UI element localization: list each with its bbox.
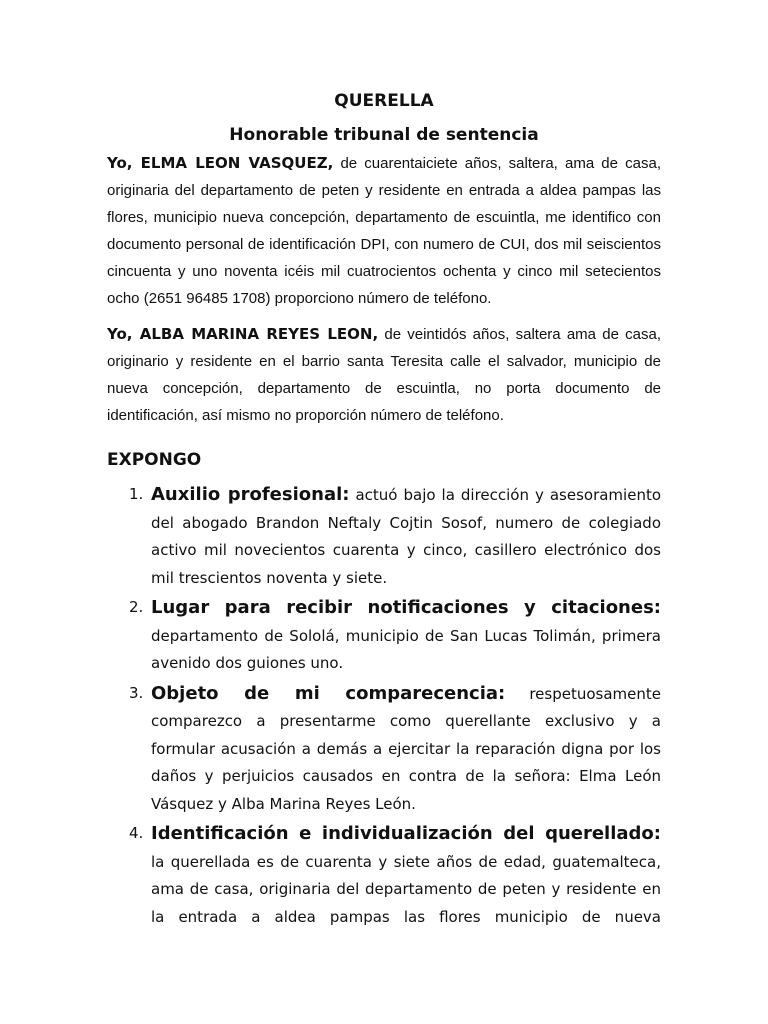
list-item-label: Objeto de mi comparecencia: xyxy=(151,682,506,704)
list-number: 1. xyxy=(129,485,144,503)
list-item-body xyxy=(151,820,661,931)
document-title: QUERELLA xyxy=(334,91,434,111)
paragraph-text: de cuarentaiciete años, saltera, ama de casa, originaria del departamento de peten y residente en entrada a aldea pampas las flores, municipio nueva concepción, departamento de escuintla, me identifico con documento personal de identificación DPI, con numero de CUI, dos mil seiscientos cincuenta y uno noventa icéis mil cuatrocientos ochenta y cinco mil setecientos ocho (2651 96485 1708) proporciono número de teléfono. xyxy=(107,155,661,307)
list-item-text: respetuosamente comparezco a presentarme como querellante exclusivo y a formular acusación a demás a ejercitar la reparación digna por los daños y perjuicios causados en contra de la señora: Elma León Vásquez y Alba Marina Reyes León. xyxy=(151,684,662,813)
document-subtitle: Honorable tribunal de sentencia xyxy=(229,125,539,145)
section-heading: EXPONGO xyxy=(107,450,202,470)
list-number: 4. xyxy=(129,824,144,842)
paragraph-plaintiff-2 xyxy=(107,321,661,429)
list-item-label: Identificación e individualización del querellado: xyxy=(151,823,661,844)
list-item-body xyxy=(151,481,661,592)
list-item xyxy=(107,594,661,678)
list-number: 3. xyxy=(129,683,144,702)
list-item-text: la querellada es de cuarenta y siete años de edad, guatemalteca, ama de casa, originaria del departamento de peten y residente en la entrada a aldea pampas las flores municipio de nueva xyxy=(151,852,661,926)
list-item-label: Lugar para recibir notificaciones y citaciones: xyxy=(151,597,661,618)
list-item xyxy=(107,680,661,819)
list-item xyxy=(107,481,661,592)
list-item-label: Auxilio profesional: xyxy=(151,484,350,505)
numbered-list xyxy=(107,481,661,931)
paragraph-plaintiff-1 xyxy=(107,150,661,312)
paragraph-lead: Yo, ALBA MARINA REYES LEON, xyxy=(107,325,379,343)
document-page xyxy=(107,88,661,933)
paragraph-lead: Yo, ELMA LEON VASQUEZ, xyxy=(107,154,334,172)
list-item-body xyxy=(151,680,661,819)
list-item-text: actuó bajo la dirección y asesoramiento del abogado Brandon Neftaly Cojtin Sosof, numero de colegiado activo mil novecientos cuarenta y cinco, casillero electrónico dos mil trescientos noventa y siete. xyxy=(151,486,662,587)
list-number: 2. xyxy=(129,598,144,616)
list-item-text: departamento de Sololá, municipio de San Lucas Tolimán, primera avenido dos guiones uno. xyxy=(151,626,661,672)
paragraph-text: de veintidós años, saltera ama de casa, originario y residente en el barrio santa Teresita calle el salvador, municipio de nueva concepción, departamento de escuintla, no porta documento de identificación, así mismo no proporción número de teléfono. xyxy=(107,326,661,424)
list-item xyxy=(107,820,661,931)
list-item-body xyxy=(151,594,661,678)
